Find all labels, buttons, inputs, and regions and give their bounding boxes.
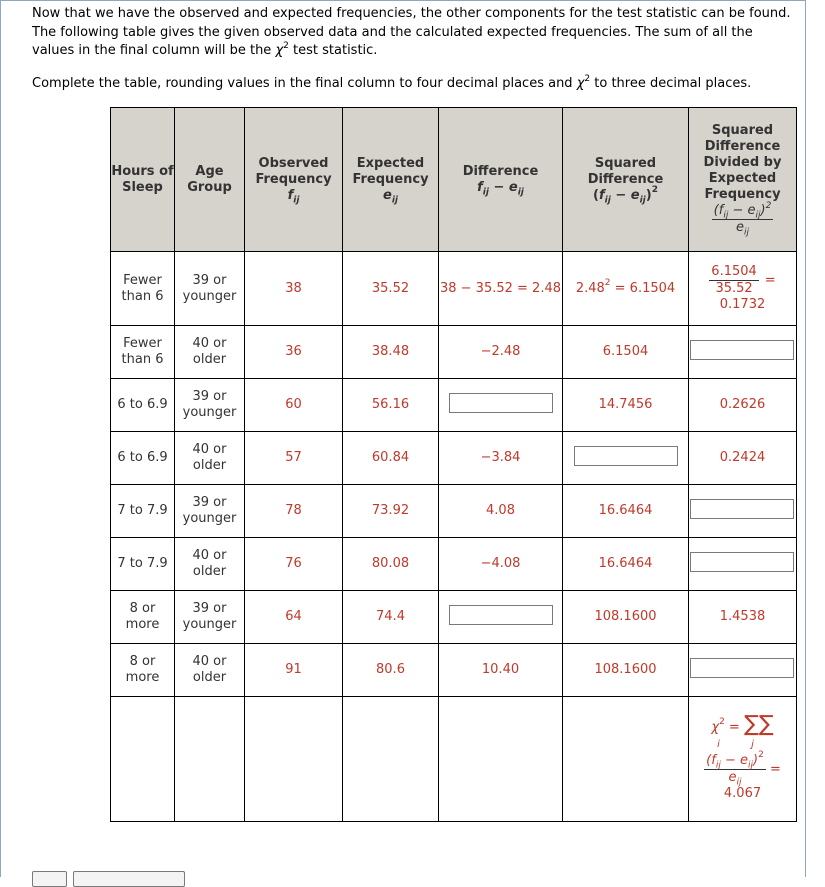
table-row bbox=[111, 432, 797, 485]
cell-squared: 16.6464 bbox=[563, 485, 689, 538]
cell-hours: 8 or more bbox=[111, 591, 175, 644]
cell-observed: 60 bbox=[245, 379, 343, 432]
table-row bbox=[111, 591, 797, 644]
cell-observed: 64 bbox=[245, 591, 343, 644]
cell-expected: 80.6 bbox=[343, 644, 439, 697]
chi-square-formula: $\chi^2$ = ∑∑ i j $\frac{(f_{ij} - e_{ij})^2}{e_{ij}}$ = bbox=[706, 711, 781, 788]
difference-input[interactable] bbox=[449, 393, 553, 413]
chi-square-symbol: $\chi^2$ bbox=[576, 73, 591, 91]
header-difference: Difference $f_{ij} - e_{ij}$ bbox=[439, 108, 563, 252]
divided-fraction: $\frac{6.1504}{35.52}$ bbox=[711, 264, 757, 296]
divided-value: 0.1732 bbox=[719, 297, 766, 312]
squared-result: = 6.1504 bbox=[614, 280, 676, 296]
cell-divided bbox=[689, 538, 797, 591]
cell-observed: 36 bbox=[245, 326, 343, 379]
cell-hours: 8 or more bbox=[111, 644, 175, 697]
cell-age: 39 or younger bbox=[175, 485, 245, 538]
instruction-paragraph bbox=[32, 75, 802, 94]
table-row bbox=[111, 644, 797, 697]
cell-difference: 10.40 bbox=[439, 644, 563, 697]
divided-input[interactable] bbox=[690, 340, 794, 360]
table-row bbox=[111, 379, 797, 432]
cell-expected: 35.52 bbox=[343, 252, 439, 326]
header-age: Age Group bbox=[175, 108, 245, 252]
cell-expected: 80.08 bbox=[343, 538, 439, 591]
bottom-buttons bbox=[32, 871, 185, 885]
submit-button[interactable] bbox=[32, 871, 67, 887]
intro-text: Now that we have the observed and expected frequencies, the other components for the test statistic can be found. The following table gives the given observed data and the calculated expected frequencies. The sum of all the values in the final column will be the bbox=[32, 6, 791, 58]
cell-hours: 7 to 7.9 bbox=[111, 538, 175, 591]
squared-base: 2.48 bbox=[575, 280, 605, 296]
cell-age: 40 or older bbox=[175, 432, 245, 485]
intro-paragraph bbox=[32, 5, 792, 61]
header-expected: Expected Frequency $e_{ij}$ bbox=[343, 108, 439, 252]
instruction-tail: to three decimal places. bbox=[594, 76, 752, 91]
table-row bbox=[111, 538, 797, 591]
cell-chi-square bbox=[689, 697, 797, 822]
cell-difference: 38 − 35.52 = 2.48 bbox=[439, 252, 563, 326]
cell-squared: 16.6464 bbox=[563, 538, 689, 591]
cell-hours: 6 to 6.9 bbox=[111, 379, 175, 432]
header-row bbox=[111, 108, 797, 252]
cell-divided: 0.2424 bbox=[689, 432, 797, 485]
cell-hours: 6 to 6.9 bbox=[111, 432, 175, 485]
chi-square-value: 4.067 bbox=[723, 785, 762, 801]
cell-divided: $\frac{6.1504}{35.52}$ = 0.1732 bbox=[689, 252, 797, 326]
intro-tail: test statistic. bbox=[293, 43, 378, 58]
cell-age: 39 or younger bbox=[175, 379, 245, 432]
cell-divided bbox=[689, 326, 797, 379]
cell-difference bbox=[439, 591, 563, 644]
table-row bbox=[111, 252, 797, 326]
chi-square-symbol: $\chi^2$ bbox=[275, 40, 289, 58]
squared-input[interactable] bbox=[574, 446, 678, 466]
table-row bbox=[111, 485, 797, 538]
cell-squared bbox=[563, 432, 689, 485]
cell-observed: 78 bbox=[245, 485, 343, 538]
cell-age: 39 or younger bbox=[175, 252, 245, 326]
cell-difference: −3.84 bbox=[439, 432, 563, 485]
cell-squared: 6.1504 bbox=[563, 326, 689, 379]
cell-expected: 60.84 bbox=[343, 432, 439, 485]
table-row-total bbox=[111, 697, 797, 822]
divided-input[interactable] bbox=[690, 499, 794, 519]
cell-observed: 38 bbox=[245, 252, 343, 326]
instruction-text: Complete the table, rounding values in the final column to four decimal places and bbox=[32, 76, 573, 91]
cell-divided: 0.2626 bbox=[689, 379, 797, 432]
header-divided: Squared Difference Divided by Expected Frequency $\frac{(f_{ij} - e_{ij})^2}{e_{ij}}$ bbox=[689, 108, 797, 252]
cell-divided: 1.4538 bbox=[689, 591, 797, 644]
cell-hours: 7 to 7.9 bbox=[111, 485, 175, 538]
cell-observed: 91 bbox=[245, 644, 343, 697]
cell-observed: 76 bbox=[245, 538, 343, 591]
cell-age: 39 or younger bbox=[175, 591, 245, 644]
frame-top-border bbox=[0, 0, 806, 1]
cell-squared: 108.1600 bbox=[563, 644, 689, 697]
cell-squared: 2.48$^2$ = 6.1504 bbox=[563, 252, 689, 326]
header-observed: Observed Frequency $f_{ij}$ bbox=[245, 108, 343, 252]
cell-age: 40 or older bbox=[175, 538, 245, 591]
difference-input[interactable] bbox=[449, 605, 553, 625]
cell-expected: 73.92 bbox=[343, 485, 439, 538]
cell-expected: 56.16 bbox=[343, 379, 439, 432]
header-squared: Squared Difference $(f_{ij} - e_{ij})^2$ bbox=[563, 108, 689, 252]
header-fraction: $\frac{(f_{ij} - e_{ij})^2}{e_{ij}}$ bbox=[713, 200, 772, 238]
cell-hours: Fewer than 6 bbox=[111, 326, 175, 379]
cell-difference: −4.08 bbox=[439, 538, 563, 591]
cell-age: 40 or older bbox=[175, 326, 245, 379]
skip-button[interactable] bbox=[73, 871, 185, 887]
cell-difference: 4.08 bbox=[439, 485, 563, 538]
cell-hours: Fewer than 6 bbox=[111, 252, 175, 326]
cell-expected: 38.48 bbox=[343, 326, 439, 379]
cell-expected: 74.4 bbox=[343, 591, 439, 644]
table-row bbox=[111, 326, 797, 379]
divided-input[interactable] bbox=[690, 658, 794, 678]
cell-divided bbox=[689, 644, 797, 697]
cell-squared: 14.7456 bbox=[563, 379, 689, 432]
divided-input[interactable] bbox=[690, 552, 794, 572]
cell-age: 40 or older bbox=[175, 644, 245, 697]
cell-difference bbox=[439, 379, 563, 432]
frequency-table bbox=[110, 107, 797, 822]
cell-squared: 108.1600 bbox=[563, 591, 689, 644]
cell-observed: 57 bbox=[245, 432, 343, 485]
header-hours: Hours of Sleep bbox=[111, 108, 175, 252]
cell-difference: −2.48 bbox=[439, 326, 563, 379]
cell-divided bbox=[689, 485, 797, 538]
